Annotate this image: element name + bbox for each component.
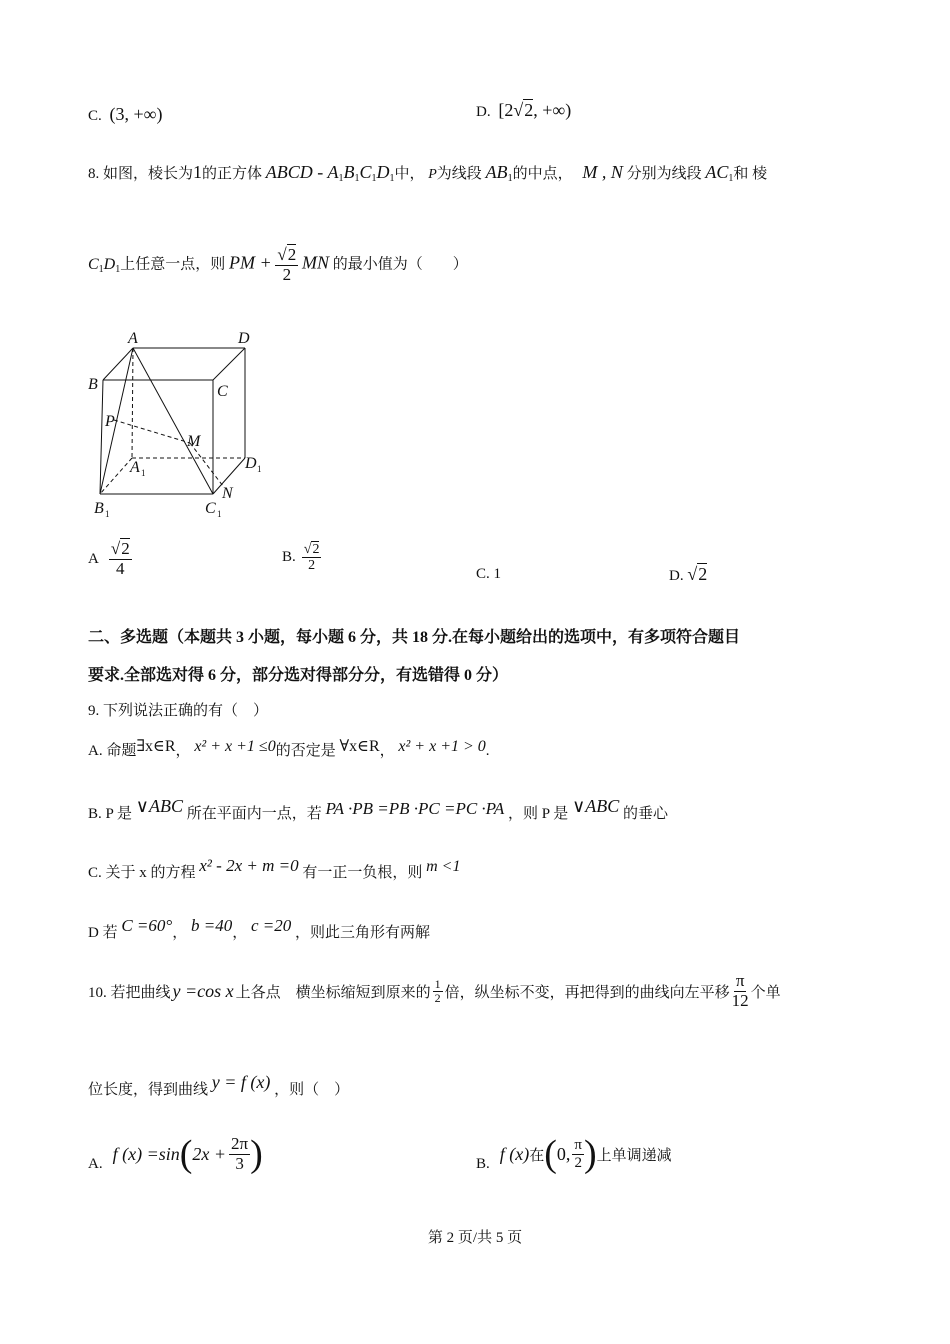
q10-a-lparen: ( [179,1133,193,1175]
q9-d-text: ，则此三角形有两解 [295,925,431,941]
q10-a-expr: f (x) =sin [112,1143,180,1164]
q10-stem-line1 [88,972,781,1010]
q10-a-inner: 2x + [192,1143,227,1164]
q10-text6: ，则（ ） [274,1082,350,1098]
label-c1: C [205,500,216,517]
q9-option-d [88,916,430,942]
q8-text3: 中， [394,166,425,182]
q10-option-b [476,1132,672,1176]
label-b1-sub: 1 [105,509,110,519]
q8-text2: 的正方体 [202,166,263,182]
q8-sqrt2-over-2: $\frac{√2}{2}$ [277,245,297,284]
q8-ac1: $AC_1$ [705,162,734,184]
q9-a-end: . [485,743,490,759]
q10-a-label: A. [88,1155,103,1172]
q8-cube-name: ABCD - $A_1B_1C_1D_1$ [265,162,395,184]
q7-option-d-label: D. [476,104,491,120]
q10-a-rparen: ) [250,1133,263,1175]
q8-ab1: $AB_1$ [485,162,513,184]
q8-text4: 为线段 [436,166,482,182]
q8-text7: 和 棱 [733,166,768,182]
q8-c1d1: $C_1D_1$ [88,255,121,275]
q10-b-in: 在 [529,1147,545,1164]
q8-text5: 的中点， [512,166,573,182]
label-a1-sub: 1 [141,468,146,478]
q8-number: 8. [88,166,100,182]
label-c1-sub: 1 [217,509,222,519]
q9-c-expr2: m <1 [426,858,461,875]
q9-b-text: 所在平面内一点，若 [186,806,322,822]
q9-b-expr: PA ·PB =PB ·PC =PC ·PA [325,799,505,818]
q9-c-expr: x² - 2x + m =0 [199,856,299,875]
cube-figure [80,322,280,522]
q9-b-text2: ，则 P 是 [508,806,569,822]
q8-mn2: MN [301,252,329,273]
q10-b-text: 上单调递减 [596,1147,672,1164]
page-footer: 第 2 页/共 5 页 [427,1230,523,1246]
q8-p: P [428,167,437,182]
q8-option-b-frac: $\frac{√2}{2}$ [303,542,320,574]
q7-option-d-post: , +∞) [533,100,572,120]
q10-b-fx: f (x) [499,1143,530,1164]
q9-a-expr1: ∃x∈R [136,738,176,755]
q7-option-d: D. [2√2, +∞) [476,100,572,120]
q8-text1: 如图，棱长为 [103,166,194,182]
q8-pm: PM + [229,252,272,273]
q10-shift: $\frac{\pi}{12}$ [731,971,749,1010]
q9-stem: 9. 下列说法正确的有（ ） [88,703,269,719]
q10-b-rparen: ) [584,1133,597,1175]
q8-option-d-label: D. [669,568,684,584]
label-a: A [128,330,138,347]
q9-option-c [88,856,460,882]
q9-d-b: b =40 [190,916,233,935]
q9-option-b [88,796,668,823]
section2-heading-line2: 要求.全部选对得 6 分，部分选对得部分分，有选错得 0 分） [88,667,509,684]
q9-c-label: C. 关于 x 的方程 [88,865,196,881]
label-d1-sub: 1 [257,464,262,474]
q8-stem-line2 [88,246,468,284]
q8-mn: M , N [582,162,623,182]
q10-option-a [88,1132,263,1176]
q9-a-expr2: x² + x +1 ≤0 [194,738,276,755]
q9-b-triangle2: ∨ABC [572,796,620,816]
q10-half: $\frac{1}{2}$ [434,976,441,1005]
q10-text3: 倍，纵坐标不变，再把得到的曲线向左平移 [444,984,730,1001]
q10-text2: 上各点 横坐标缩短到原来的 [235,984,431,1001]
q8-option-b [282,542,321,574]
q10-a-frac: $\frac{2\pi}{3}$ [231,1133,249,1173]
q8-option-a-frac: $\frac{√2}{4}$ [110,539,130,578]
label-n: N [222,485,233,502]
cube-solid-edges [100,348,245,494]
q10-b-lparen: ( [544,1133,557,1175]
q9-a-text: 的否定是 [275,743,336,759]
q7-option-d-rad: 2 [524,100,534,120]
q7-option-c-expr: (3, +∞) [109,104,163,124]
q9-b-triangle: ∨ABC [135,796,183,816]
q7-option-d-pre: [2 [498,100,514,120]
q9-d-comma1: ， [172,925,188,941]
q8-text6: 分别为线段 [626,166,702,182]
q9-c-text: 有一正一负根，则 [302,865,423,881]
section2-heading-line1: 二、多选题（本题共 3 小题，每小题 6 分，共 18 分.在每小题给出的选项中，有多项符合题目 [88,629,741,646]
label-d1: D [245,455,257,472]
q9-d-label: D 若 [88,925,118,941]
q8-text8: 上任意一点，则 [120,256,226,273]
q8-option-b-label: B. [282,549,296,566]
q10-text4: 个单 [750,984,781,1001]
q8-stem-line1 [88,162,767,184]
q8-option-a-label: A [88,550,99,567]
label-a1: A [130,459,140,476]
q8-one: 1 [193,162,203,182]
label-p: P [105,413,115,430]
q9-b-end: 的垂心 [622,806,668,822]
q9-a-comma2: ， [379,743,395,759]
q9-d-comma2: ， [232,925,248,941]
q10-b-label: B. [476,1155,490,1172]
q10-b-interval: 0, [556,1143,571,1164]
q10-b-frac: $\frac{\pi}{2}$ [574,1137,582,1171]
q9-option-a [88,736,490,760]
q7-option-c [88,104,163,125]
q10-expr1: y =cos x [172,980,234,1001]
q9-b-label: B. P 是 [88,806,133,822]
q8-option-c: C. 1 [476,566,502,582]
label-d: D [238,330,250,347]
q8-option-d [669,564,707,585]
label-b: B [88,376,98,393]
q9-d-cc: c =20 [250,916,292,935]
q9-a-expr3: ∀x∈R [339,738,380,755]
label-b1: B [94,500,104,517]
q7-option-c-label: C. [88,108,102,124]
label-c: C [217,383,228,400]
q10-text1: 10. 若把曲线 [88,984,171,1001]
q9-a-expr4: x² + x +1 > 0 [398,738,486,755]
q9-d-c: C =60° [121,916,173,935]
q10-expr2: y = f (x) [211,1072,271,1092]
q8-text9: 的最小值为（ ） [332,256,468,273]
q8-option-a [88,540,132,578]
q10-stem-line2 [88,1072,349,1099]
label-m: M [187,433,201,450]
q10-text5: 位长度，得到曲线 [88,1082,209,1098]
q8-option-d-sqrt: √2 [687,564,708,584]
q9-a-label: A. 命题 [88,743,137,759]
q9-a-comma: ， [175,743,191,759]
